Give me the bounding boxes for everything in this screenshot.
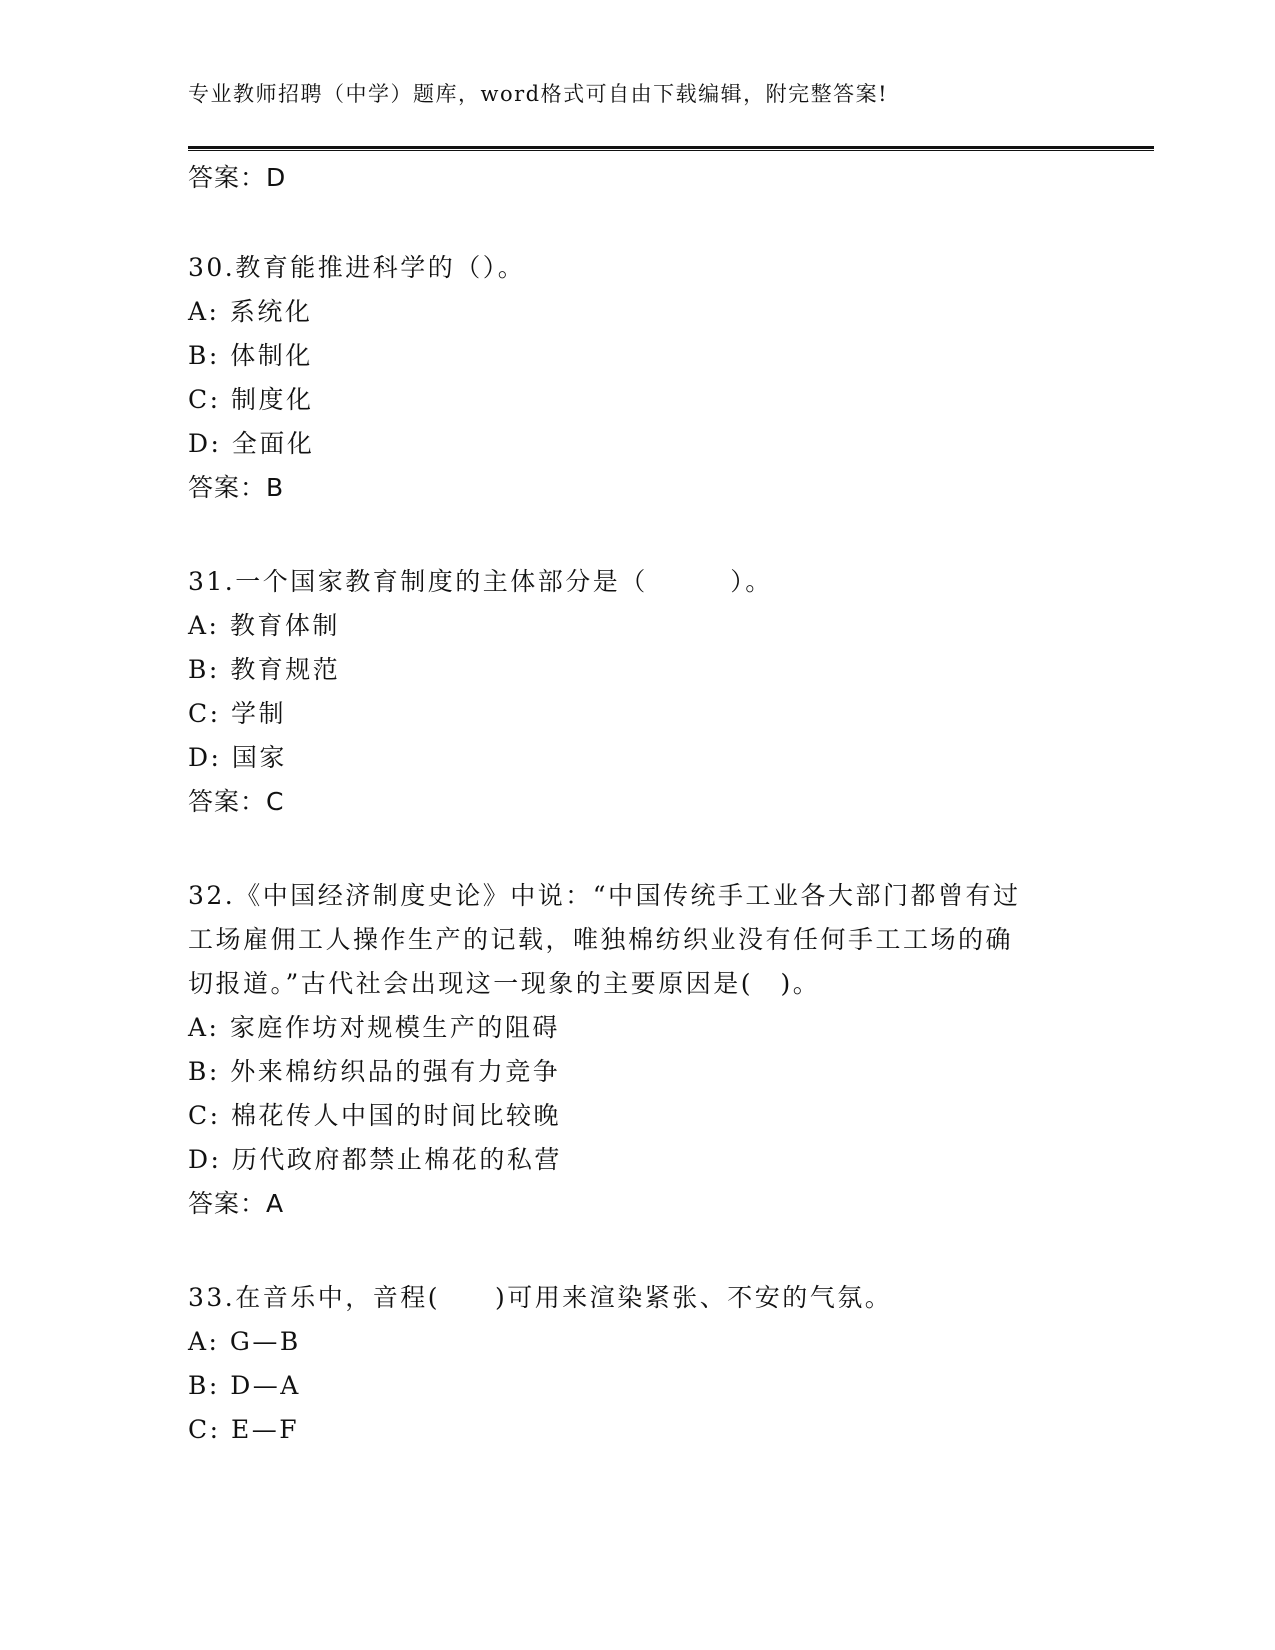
question-stem-line-2: 工场雇佣工人操作生产的记载，唯独棉纺织业没有任何手工工场的确 xyxy=(188,925,1014,954)
option-d: D: 国家 xyxy=(188,743,287,772)
page-header: 专业教师招聘（中学）题库，word格式可自由下载编辑，附完整答案! xyxy=(188,82,889,106)
option-c: C: 制度化 xyxy=(188,385,314,414)
option-c: C: 学制 xyxy=(188,699,286,728)
option-d: D: 历代政府都禁止棉花的私营 xyxy=(188,1145,562,1174)
answer: 答案：B xyxy=(188,473,285,502)
question-stem: 31.一个国家教育制度的主体部分是（ ）。 xyxy=(188,567,773,596)
option-b: B: 外来棉纺织品的强有力竞争 xyxy=(188,1057,561,1086)
answer: 答案：C xyxy=(188,787,285,816)
option-a: A: 教育体制 xyxy=(188,611,340,640)
question-stem: 30.教育能推进科学的（）。 xyxy=(188,253,526,282)
option-b: B: 教育规范 xyxy=(188,655,341,684)
option-a: A: 家庭作坊对规模生产的阻碍 xyxy=(188,1013,560,1042)
option-c: C: E—F xyxy=(188,1415,300,1444)
header-rule xyxy=(188,146,1154,151)
answer: 答案：A xyxy=(188,1189,285,1218)
question-stem: 33.在音乐中，音程( )可用来渲染紧张、不安的气氛。 xyxy=(188,1283,893,1312)
question-stem-line-1: 32.《中国经济制度史论》中说：“中国传统手工业各大部门都曾有过 xyxy=(188,881,1021,910)
option-a: A: 系统化 xyxy=(188,297,313,326)
option-c: C: 棉花传人中国的时间比较晚 xyxy=(188,1101,561,1130)
previous-answer: 答案：D xyxy=(188,163,287,192)
question-stem-line-3: 切报道。”古代社会出现这一现象的主要原因是( )。 xyxy=(188,969,821,998)
option-a: A: G—B xyxy=(188,1327,301,1356)
option-b: B: D—A xyxy=(188,1371,301,1400)
option-b: B: 体制化 xyxy=(188,341,313,370)
option-d: D: 全面化 xyxy=(188,429,315,458)
